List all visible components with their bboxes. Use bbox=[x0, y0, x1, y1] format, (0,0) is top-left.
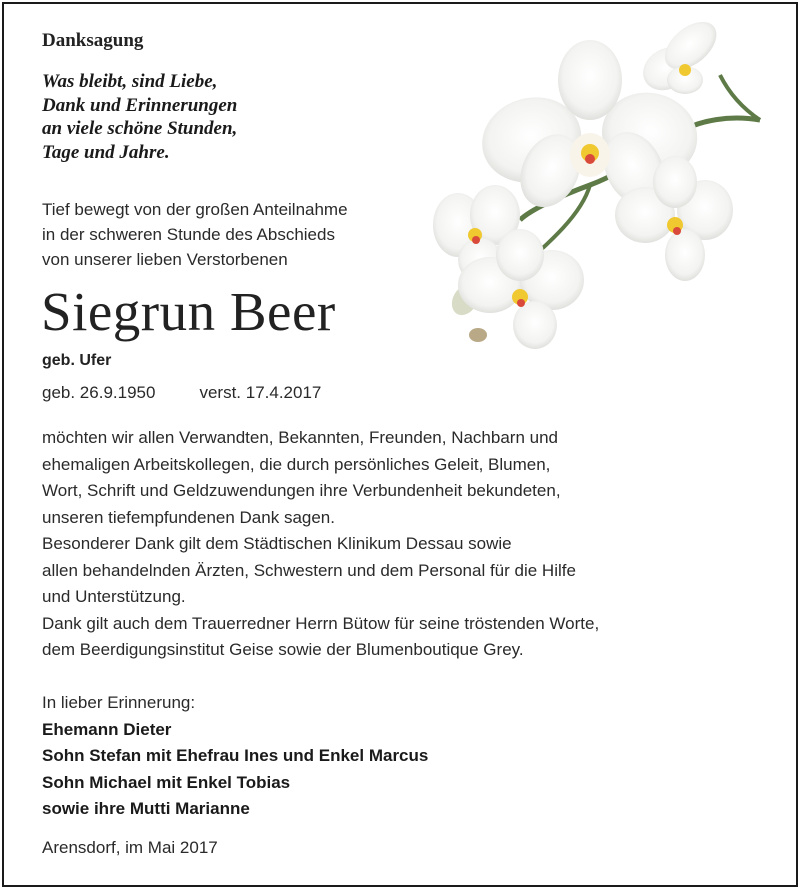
intro-text bbox=[42, 197, 348, 272]
poem bbox=[42, 70, 237, 164]
memory-intro: In lieber Erinnerung: bbox=[42, 693, 196, 712]
thanks-text bbox=[42, 425, 762, 664]
intro-line: Tief bewegt von der großen Anteilnahme bbox=[42, 200, 348, 219]
poem-line: an viele schöne Stunden, bbox=[42, 118, 238, 139]
text-line: Wort, Schrift und Geldzuwendungen ihre Verbundenheit bekundeten, bbox=[42, 481, 561, 500]
family-member: Sohn Stefan mit Ehefrau Ines und Enkel Marcus bbox=[42, 746, 429, 765]
place-date: Arensdorf, im Mai 2017 bbox=[42, 838, 218, 857]
text-line: und Unterstützung. bbox=[42, 587, 186, 606]
text-line: Besonderer Dank gilt dem Städtischen Klinikum Dessau sowie bbox=[42, 534, 512, 553]
family-member: Sohn Michael mit Enkel Tobias bbox=[42, 772, 291, 792]
notice-heading: Danksagung bbox=[42, 30, 144, 51]
life-dates bbox=[42, 383, 321, 403]
text-line: allen behandelnden Ärzten, Schwestern und dem Personal für die Hilfe bbox=[42, 560, 576, 580]
text-line: Dank gilt auch dem Trauerredner Herrn Bütow für seine tröstenden Worte, bbox=[42, 613, 600, 633]
birth-date: geb. 26.9.1950 bbox=[42, 383, 156, 402]
poem-line: Was bleibt, sind Liebe, bbox=[42, 71, 218, 92]
intro-line: von unserer lieben Verstorbenen bbox=[42, 250, 288, 269]
poem-line: Tage und Jahre. bbox=[42, 141, 170, 163]
deceased-name: Siegrun Beer bbox=[41, 281, 336, 342]
text-line: unseren tiefempfundenen Dank sagen. bbox=[42, 507, 335, 527]
family-member: Ehemann Dieter bbox=[42, 719, 172, 739]
poem-line: Dank und Erinnerungen bbox=[42, 94, 238, 116]
memory-section bbox=[42, 690, 428, 823]
text-line: ehemaligen Arbeitskollegen, die durch persönliches Geleit, Blumen, bbox=[42, 454, 551, 474]
family-member: sowie ihre Mutti Marianne bbox=[42, 799, 250, 818]
orchid-icon bbox=[430, 20, 770, 350]
text-line: möchten wir allen Verwandten, Bekannten, Freunden, Nachbarn und bbox=[42, 428, 558, 447]
maiden-name: geb. Ufer bbox=[42, 352, 112, 369]
text-line: dem Beerdigungsinstitut Geise sowie der Blumenboutique Grey. bbox=[42, 640, 524, 659]
intro-line: in der schweren Stunde des Abschieds bbox=[42, 225, 335, 244]
death-date: verst. 17.4.2017 bbox=[199, 383, 322, 402]
